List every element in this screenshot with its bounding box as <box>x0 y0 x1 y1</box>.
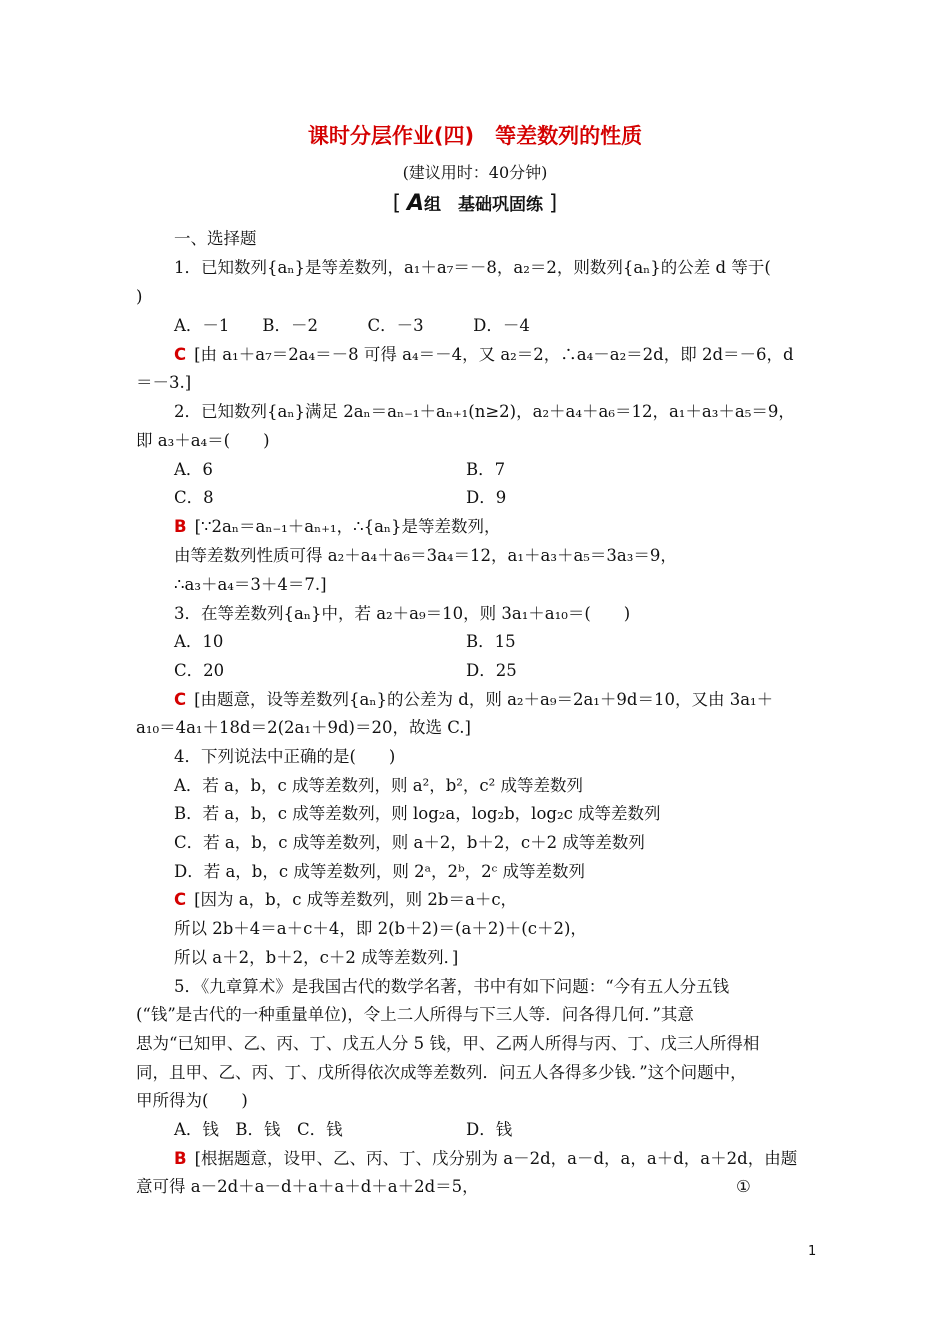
q3-option-d: D．25 <box>466 661 517 680</box>
q5-options <box>174 1119 854 1141</box>
q3-answer: C <box>174 690 187 709</box>
q4-option-d: D．若 a，b，c 成等差数列，则 2ᵃ，2ᵇ，2ᶜ 成等差数列 <box>174 862 586 881</box>
q2-option-a: A．6 <box>174 460 213 479</box>
equation-marker: ① <box>736 1177 751 1196</box>
q5-stem-line2: (“钱”是古代的一种重量单位)，令上二人所得与下三人等．问各得几何．”其意 <box>136 1005 694 1024</box>
q2-solution-line3: ∴a₃＋a₄＝3＋4＝7.] <box>174 575 327 594</box>
q5-options-abc: A．钱 B．钱 C．钱 <box>174 1120 343 1139</box>
q5-sol-text2: 意可得 a－2d＋a－d＋a＋a＋d＋a＋2d＝5， <box>136 1177 479 1196</box>
q3-option-c: C．20 <box>174 661 225 680</box>
q2-options-row1 <box>174 459 854 481</box>
q4-answer: C <box>174 890 187 909</box>
section-heading: 一、选择题 <box>174 229 257 248</box>
q4-option-a: A．若 a，b，c 成等差数列，则 a²，b²，c² 成等差数列 <box>174 776 584 795</box>
q4-sol-text1: [因为 a，b，c 成等差数列，则 2b＝a＋c， <box>194 890 518 909</box>
q4-solution-line3: 所以 a＋2，b＋2，c＋2 成等差数列．] <box>174 948 459 967</box>
suggested-time: (建议用时：40分钟) <box>402 163 548 182</box>
q2-options-row2 <box>174 487 854 509</box>
group-heading <box>0 190 950 216</box>
q1-stem-line2: ) <box>136 287 143 306</box>
q1-solution-line2: ＝－3.] <box>136 373 192 392</box>
q5-stem-line4: 同，且甲、乙、丙、丁、戊所得依次成等差数列．问五人各得多少钱．”这个问题中， <box>136 1063 747 1082</box>
q1-options: A．－1 B．－2 C．－3 D．－4 <box>174 316 530 335</box>
q2-solution-line2: 由等差数列性质可得 a₂＋a₄＋a₆＝3a₄＝12，a₁＋a₃＋a₅＝3a₃＝9， <box>174 546 677 565</box>
left-bracket: [ <box>392 191 401 215</box>
q2-stem-line2: 即 a₃＋a₄＝( ) <box>136 431 270 450</box>
q3-options-row2 <box>174 660 854 682</box>
q2-answer: B <box>174 517 187 536</box>
q2-solution-line1 <box>174 516 854 538</box>
q5-solution-line1 <box>174 1148 854 1170</box>
right-bracket: ] <box>549 191 558 215</box>
group-text: 组 基础巩固练 <box>424 195 544 215</box>
q5-stem-line3: 思为“已知甲、乙、丙、丁、戊五人分 5 钱，甲、乙两人所得与丙、丁、戊三人所得相 <box>136 1034 760 1053</box>
q4-solution-line2: 所以 2b＋4＝a＋c＋4，即 2(b＋2)＝(a＋2)＋(c＋2)， <box>174 919 587 938</box>
q2-option-d: D．9 <box>466 488 507 507</box>
q3-solution-line1 <box>174 689 854 711</box>
q3-solution-line2: a₁₀＝4a₁＋18d＝2(2a₁＋9d)＝20，故选 C.] <box>136 718 471 737</box>
q1-solution-line1 <box>174 344 854 366</box>
q1-answer: C <box>174 345 187 364</box>
q5-solution-line2 <box>136 1176 816 1198</box>
q5-stem-line5: 甲所得为( ) <box>136 1091 248 1110</box>
q2-option-c: C．8 <box>174 488 214 507</box>
q5-option-d: D．钱 <box>466 1120 513 1139</box>
q5-sol-text1: [根据题意，设甲、乙、丙、丁、戊分别为 a－2d，a－d，a，a＋d，a＋2d，由题 <box>194 1149 798 1168</box>
q3-stem-line1: 3．在等差数列{aₙ}中，若 a₂＋a₉＝10，则 3a₁＋a₁₀＝( ) <box>174 604 631 623</box>
q1-sol-text1: [由 a₁＋a₇＝2a₄＝－8 可得 a₄＝－4，又 a₂＝2，∴a₄－a₂＝2d，即 2d＝－6，d <box>194 345 794 364</box>
q4-option-c: C．若 a，b，c 成等差数列，则 a＋2，b＋2，c＋2 成等差数列 <box>174 833 645 852</box>
q5-answer: B <box>174 1149 187 1168</box>
page-number: 1 <box>808 1244 817 1259</box>
q4-option-b: B．若 a，b，c 成等差数列，则 log₂a，log₂b，log₂c 成等差数列 <box>174 804 661 823</box>
q3-option-b: B．15 <box>466 632 516 651</box>
q2-option-b: B．7 <box>466 460 506 479</box>
q2-stem-line1: 2．已知数列{aₙ}满足 2aₙ＝aₙ₋₁＋aₙ₊₁(n≥2)，a₂＋a₄＋a₆＝12，a₁＋a₃＋a₅＝9， <box>174 402 795 421</box>
q4-stem-line1: 4．下列说法中正确的是( ) <box>174 747 396 766</box>
q4-solution-line1 <box>174 889 854 911</box>
q1-stem-line1: 1．已知数列{aₙ}是等差数列，a₁＋a₇＝－8，a₂＝2，则数列{aₙ}的公差 d 等于( <box>174 258 771 277</box>
q3-sol-text1: [由题意，设等差数列{aₙ}的公差为 d，则 a₂＋a₉＝2a₁＋9d＝10，又由 3a₁＋ <box>194 690 774 709</box>
q5-stem-line1: 5．《九章算术》是我国古代的数学名著，书中有如下问题：“今有五人分五钱 <box>174 977 730 996</box>
q3-options-row1 <box>174 631 854 653</box>
group-letter: A <box>406 191 425 216</box>
q3-option-a: A．10 <box>174 632 224 651</box>
page-title: 课时分层作业(四) 等差数列的性质 <box>307 124 643 148</box>
q2-sol-text1: [∵2aₙ＝aₙ₋₁＋aₙ₊₁，∴{aₙ}是等差数列， <box>194 517 501 536</box>
